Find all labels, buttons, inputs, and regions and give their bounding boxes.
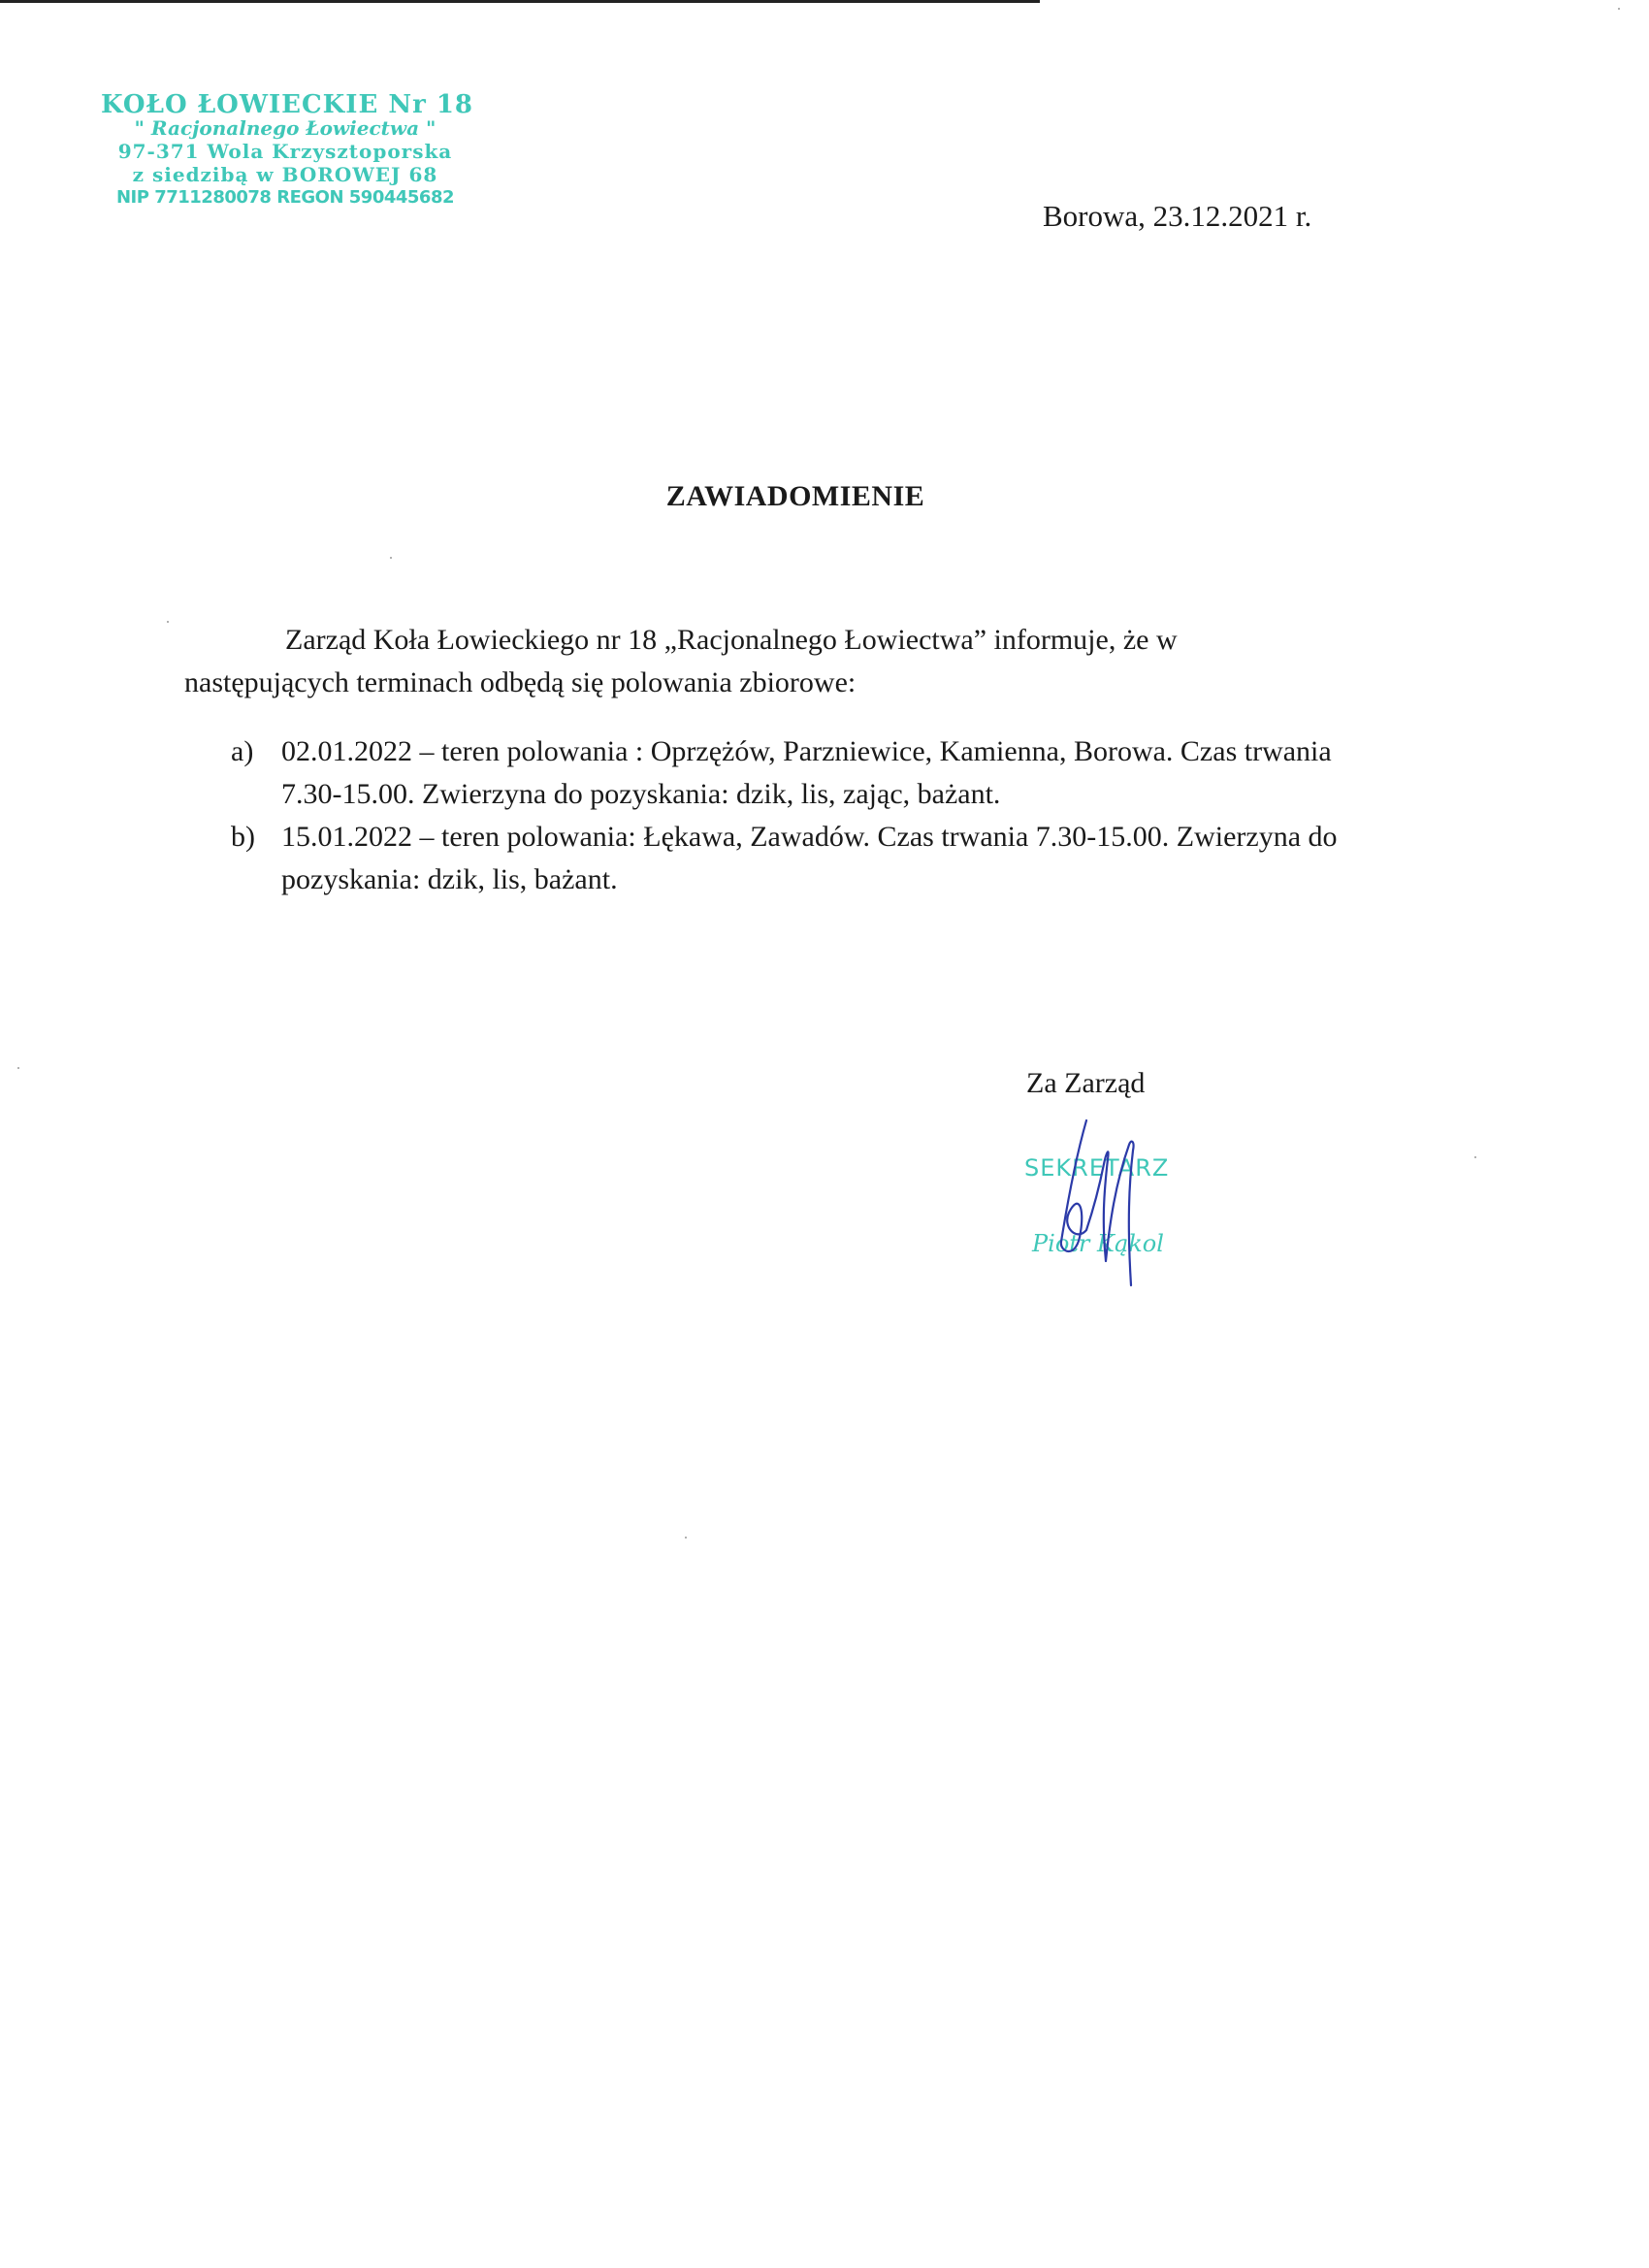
list-marker: a) — [231, 735, 254, 767]
stamp-line-ids: NIP 7711280078 REGON 590445682 — [115, 187, 454, 208]
handwritten-signature — [1048, 1116, 1183, 1300]
stamp-line-seat: z siedzibą w BOROWEJ 68 — [132, 163, 438, 186]
scan-speck — [1474, 1156, 1476, 1158]
stamp-line-subtitle: " Racjonalnego Łowiectwa " — [134, 116, 436, 140]
scan-speck — [390, 557, 392, 559]
scan-speck — [1618, 8, 1620, 10]
signature-block — [1009, 1116, 1242, 1300]
list-item — [231, 730, 1375, 816]
list-item — [231, 816, 1375, 901]
intro-text: Zarząd Koła Łowieckiego nr 18 „Racjonalnego Łowiectwa” informuje, że w następujących terminach odbędą się polowania zbiorowe: — [184, 624, 1178, 698]
hunt-schedule-list — [231, 730, 1375, 901]
stamp-line-address: 97-371 Wola Krzysztoporska — [117, 140, 453, 163]
organization-stamp — [101, 90, 474, 210]
stamp-line-name: KOŁO ŁOWIECKIE Nr 18 — [101, 90, 474, 119]
scan-speck — [685, 1537, 687, 1539]
scan-edge-line — [0, 0, 1040, 3]
closing-line: Za Zarząd — [1026, 1067, 1146, 1099]
scan-speck — [17, 1067, 19, 1069]
signature-role-stamp: SEKRETARZ — [1024, 1154, 1170, 1182]
intro-paragraph — [184, 619, 1348, 704]
document-title: ZAWIADOMIENIE — [665, 480, 925, 512]
list-marker: b) — [231, 821, 255, 853]
list-item-text: 15.01.2022 – teren polowania: Łękawa, Zawadów. Czas trwania 7.30-15.00. Zwierzyna do pozyskania: dzik, lis, bażant. — [281, 821, 1338, 895]
scan-speck — [167, 621, 169, 623]
document-date: Borowa, 23.12.2021 r. — [1043, 199, 1312, 233]
list-item-text: 02.01.2022 – teren polowania : Oprzężów, Parzniewice, Kamienna, Borowa. Czas trwania 7.30-15.00. Zwierzyna do pozyskania: dzik, lis, zając, bażant. — [281, 735, 1332, 810]
signature-name-stamp: Piotr Kąkol — [1032, 1230, 1164, 1257]
